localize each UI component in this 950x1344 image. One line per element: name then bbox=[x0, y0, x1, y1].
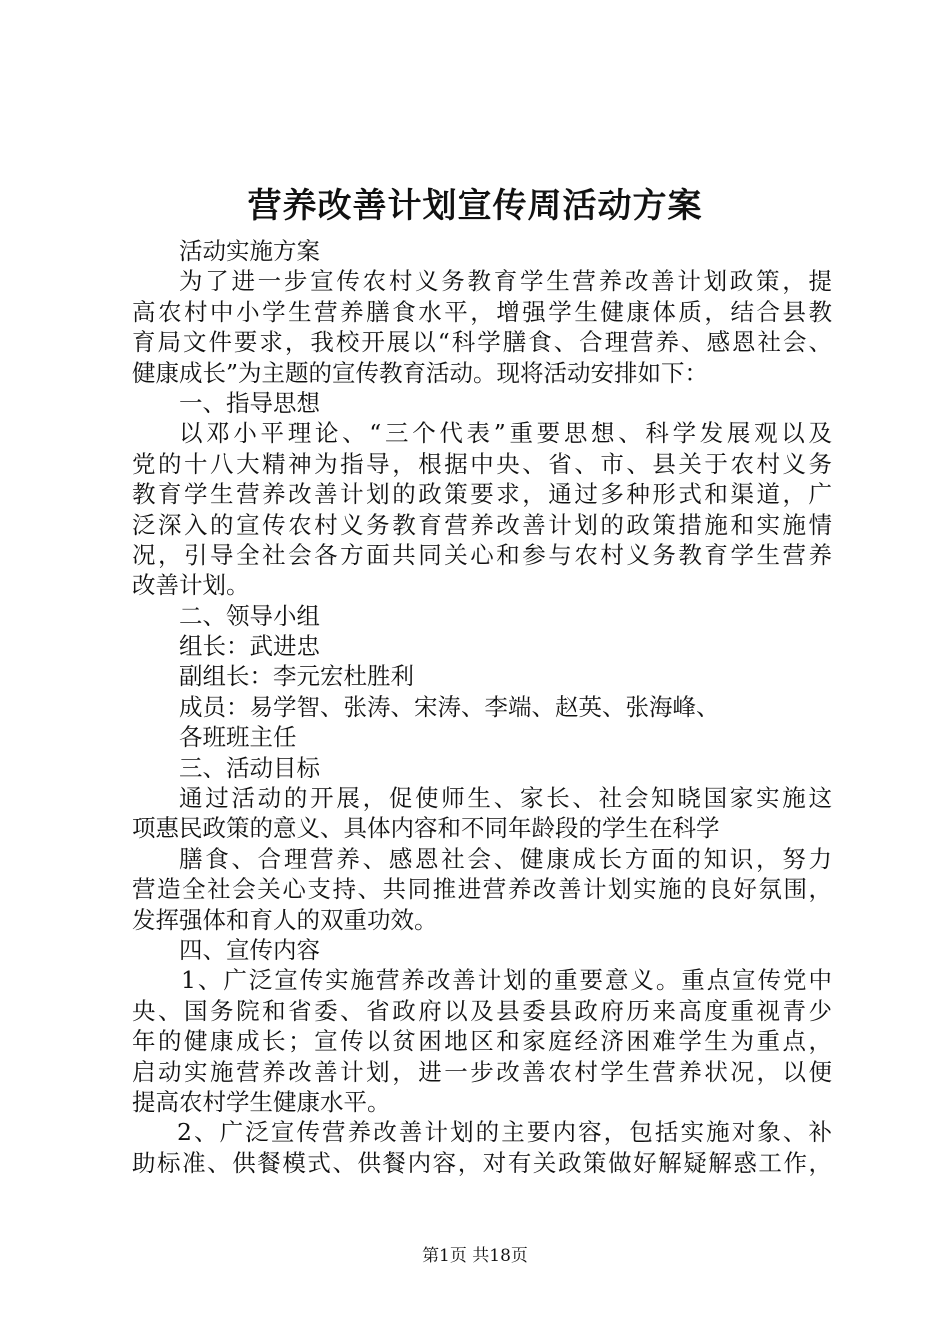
text-line: 项惠民政策的意义、具体内容和不同年龄段的学生在科学 bbox=[132, 814, 720, 843]
text-line: 健康成长”为主题的宣传教育活动。现将活动安排如下： bbox=[132, 358, 709, 387]
section-heading: 一、指导思想 bbox=[179, 388, 320, 417]
text-line: 1、广泛宣传实施营养改善计划的重要意义。重点宣传党中 bbox=[181, 966, 832, 995]
text-line: 为了进一步宣传农村义务教育学生营养改善计划政策，提 bbox=[179, 267, 832, 296]
text-line: 高农村中小学生营养膳食水平，增强学生健康体质，结合县教 bbox=[132, 297, 832, 326]
text-line: 提高农村学生健康水平。 bbox=[132, 1087, 391, 1116]
text-line: 育局文件要求，我校开展以“科学膳食、合理营养、感恩社会、 bbox=[132, 328, 832, 357]
text-line: 启动实施营养改善计划，进一步改善农村学生营养状况，以便 bbox=[132, 1057, 832, 1086]
text-line: 组长：武进忠 bbox=[179, 632, 320, 661]
text-line: 活动实施方案 bbox=[179, 237, 320, 265]
text-line: 膳食、合理营养、感恩社会、健康成长方面的知识，努力 bbox=[179, 844, 832, 873]
document-body bbox=[132, 236, 832, 1178]
text-line: 教育学生营养改善计划的政策要求，通过多种形式和渠道，广 bbox=[132, 480, 832, 509]
section-heading: 四、宣传内容 bbox=[179, 935, 320, 964]
text-line: 央、国务院和省委、省政府以及县委县政府历来高度重视青少 bbox=[132, 996, 832, 1025]
document-title: 营养改善计划宣传周活动方案 bbox=[247, 186, 703, 226]
text-line: 2、广泛宣传营养改善计划的主要内容，包括实施对象、补 bbox=[177, 1118, 832, 1147]
text-line: 助标准、供餐模式、供餐内容，对有关政策做好解疑解惑工作， bbox=[132, 1148, 832, 1177]
text-line: 营造全社会关心支持、共同推进营养改善计划实施的良好氛围， bbox=[132, 875, 832, 904]
text-line: 发挥强体和育人的双重功效。 bbox=[132, 905, 438, 934]
text-line: 副组长：李元宏杜胜利 bbox=[179, 662, 414, 691]
text-line: 年的健康成长；宣传以贫困地区和家庭经济困难学生为重点， bbox=[132, 1027, 832, 1056]
text-line: 改善计划。 bbox=[132, 571, 250, 600]
section-heading: 二、领导小组 bbox=[179, 601, 320, 630]
text-line: 党的十八大精神为指导，根据中央、省、市、县关于农村义务 bbox=[132, 449, 832, 478]
page-number-footer: 第1页 共18页 bbox=[422, 1246, 528, 1266]
text-line: 通过活动的开展，促使师生、家长、社会知晓国家实施这 bbox=[179, 784, 832, 813]
text-line: 况，引导全社会各方面共同关心和参与农村义务教育学生营养 bbox=[132, 540, 832, 569]
text-line: 泛深入的宣传农村义务教育营养改善计划的政策措施和实施情 bbox=[132, 510, 832, 539]
section-heading: 三、活动目标 bbox=[179, 753, 320, 782]
text-line: 各班班主任 bbox=[179, 723, 297, 752]
text-line: 成员：易学智、张涛、宋涛、李端、赵英、张海峰、 bbox=[179, 692, 720, 721]
text-line: 以邓小平理论、“三个代表”重要思想、科学发展观以及 bbox=[179, 419, 832, 448]
